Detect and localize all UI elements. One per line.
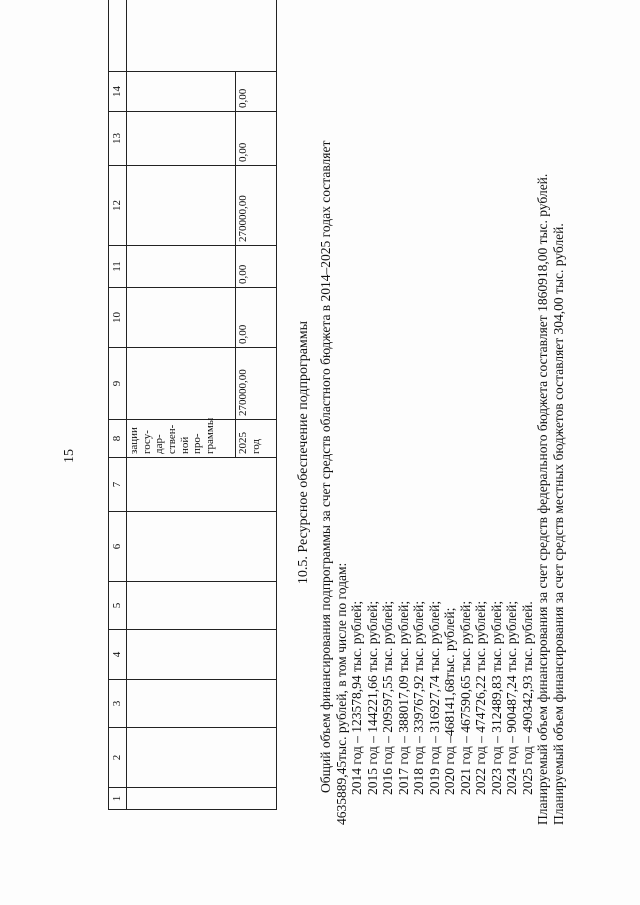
year-line: 2024 год – 900487,24 тыс. рублей; [504,600,519,795]
table-row [127,0,236,810]
table-header-cell: 3 [109,680,127,728]
year-line: 2019 год – 316927,74 тыс. рублей; [426,600,442,795]
table-header-cell: 4 [109,630,127,680]
table-cell-value: 0,00 [236,72,277,112]
year-line: 2018 год – 339767,92 тыс. рублей; [411,600,426,795]
table-cell-value: 270000,00 [236,166,277,246]
cell-text: ствен- [165,424,178,454]
table-header-cell: 13 [109,112,127,166]
year-line: 2023 год – 312489,83 тыс. рублей; [488,600,504,795]
cell-text: 2025 [237,432,249,454]
table-cell [127,680,277,728]
table-header-cell: 14 [109,72,127,112]
table-cell [127,72,236,112]
table-header-cell: 5 [109,582,127,630]
table-header-cell: 11 [109,246,127,288]
table-cell [127,112,236,166]
intro-line: 4635889,45тыс. рублей, в том числе по годам: [333,562,349,825]
table-header-cell: 9 [109,348,127,420]
intro-line: Общий объем финансирования подпрограммы за счет средств областного бюджета в 2014–2025 годах составляет [318,140,333,793]
table-header-cell: 10 [109,288,127,348]
table-header-row [109,0,127,810]
cell-text: год [249,438,262,454]
local-funding-line: Планируемый объем финансирования за счет средств местных бюджетов составляет 304,00 тыс. рублей. [550,223,566,825]
cell-text: про- [191,433,204,454]
table-cell [127,0,277,72]
year-line: 2022 год – 474726,22 тыс. рублей; [473,600,488,795]
cell-text: граммы [203,417,216,454]
table-cell [127,788,277,810]
funding-table [108,0,277,810]
year-line: 2021 год – 467590,65 тыс. рублей; [457,600,473,795]
table-cell-value: 270000,00 [236,348,277,420]
section-title: 10.5. Ресурсное обеспечение подпрограммы [296,320,311,585]
table-cell [127,512,277,582]
table-cell-value: 0,00 [236,112,277,166]
cell-text: дар- [153,434,166,454]
year-line: 2025 год – 490342,93 тыс. рублей. [519,601,535,795]
table-cell-value: 0,00 [236,246,277,288]
cell-text: госу- [140,430,153,454]
year-line: 2016 год – 209597,55 тыс. рублей; [380,600,395,795]
page-number: 15 [62,449,77,463]
table-cell-year [236,420,277,458]
table-cell [127,348,236,420]
table-cell [127,630,277,680]
table-cell [127,458,277,512]
year-line: 2014 год – 123578,94 тыс. рублей; [349,600,364,795]
table-header-cell: 2 [109,728,127,788]
table-cell-value: 0,00 [236,288,277,348]
table-cell [127,582,277,630]
table-cell [127,288,236,348]
year-line: 2015 год – 144221,66 тыс. рублей; [364,600,380,795]
table-cell [127,728,277,788]
year-line: 2017 год – 388017,09 тыс. рублей; [395,600,411,795]
table-header-cell: 12 [109,166,127,246]
cell-text: ной [178,436,191,454]
table-header-cell: 8 [109,420,127,458]
funding-text [318,25,566,825]
table-cell-program-name [127,417,236,458]
table-cell [127,246,236,288]
table-cell [127,166,236,246]
table-header-cell [109,0,127,72]
cell-text: зации [128,427,140,454]
federal-funding-line: Планируемый объем финансирования за счет средств федерального бюджета составляет 1860918,00 тыс. рублей. [535,173,550,825]
year-line: 2020 год –468141,68тыс. рублей; [442,607,457,795]
table-header-cell: 1 [109,788,127,810]
table-header-cell: 6 [109,512,127,582]
table-header-cell: 7 [109,458,127,512]
